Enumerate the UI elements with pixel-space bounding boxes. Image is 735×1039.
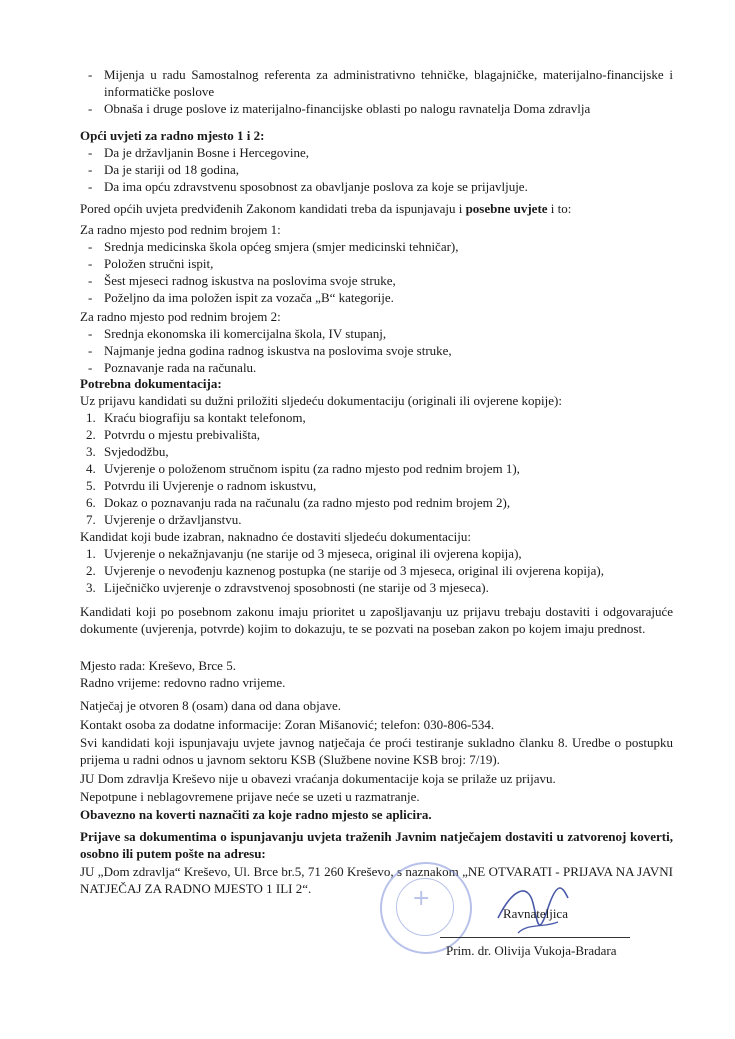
- section-heading: Opći uvjeti za radno mjesto 1 i 2:: [80, 128, 265, 143]
- general-conditions-section: [80, 127, 673, 195]
- list-item: - Da je stariji od 18 godina,: [80, 161, 673, 178]
- list-item: - Najmanje jedna godina radnog iskustva na poslovima svoje struke,: [80, 342, 673, 359]
- list-item: [80, 460, 673, 477]
- later-docs-intro: Kandidat koji bude izabran, naknadno će dostaviti sljedeću dokumentaciju:: [80, 529, 471, 544]
- item-number: 2.: [86, 427, 96, 442]
- list-item: [80, 494, 673, 511]
- signature-name: Prim. dr. Olivija Vukoja-Bradara: [446, 943, 617, 958]
- open-period: Natječaj je otvoren 8 (osam) dana od dana objave.: [80, 698, 341, 713]
- item-text: Uvjerenje o položenom stručnom ispitu (za radno mjesto pod rednim brojem 1),: [104, 461, 520, 476]
- item-text: Svjedodžbu,: [104, 444, 169, 459]
- text-span: i to:: [547, 201, 572, 216]
- text-span-bold: posebne uvjete: [465, 201, 548, 216]
- list-item: - Položen stručni ispit,: [80, 255, 673, 272]
- position-2-list: [80, 325, 673, 376]
- list-item: - Mijenja u radu Samostalnog referenta za administrativno tehničke, blagajničke, materijalno-financijske i informatičke poslove: [80, 66, 673, 100]
- item-number: 1.: [86, 410, 96, 425]
- cross-icon: +: [412, 886, 431, 911]
- submit-address: JU „Dom zdravlja“ Kreševo, Ul. Brce br.5, 71 260 Kreševo, s naznakom „NE OTVARATI - PRIJAVA NA JAVNI NATJEČAJ ZA RADNO MJESTO 1 ILI 2“.: [80, 864, 673, 896]
- documentation-list: [80, 409, 673, 528]
- work-time: Radno vrijeme: redovno radno vrijeme.: [80, 675, 286, 690]
- list-item: [80, 562, 673, 579]
- item-text: Dokaz o poznavanju rada na računalu (za radno mjesto pod rednim brojem 2),: [104, 495, 511, 510]
- section-heading: Potrebna dokumentacija:: [80, 376, 222, 391]
- list-item: - Poželjno da ima položen ispit za vozača „B“ kategorije.: [80, 289, 673, 306]
- section-heading: Za radno mjesto pod rednim brojem 2:: [80, 309, 281, 324]
- list-item: - Obnaša i druge poslove iz materijalno-financijske oblasti po nalogu ravnatelja Doma zdravlja: [80, 100, 673, 117]
- later-documentation-section: [80, 528, 673, 596]
- intro-task-list: [80, 66, 673, 117]
- special-conditions-intro: [80, 200, 673, 217]
- item-text: Uvjerenje o nevođenju kaznenog postupka (ne starije od 3 mjeseca, original ili ovjerena kopija),: [104, 563, 604, 578]
- list-item: [80, 409, 673, 426]
- later-docs-list: [80, 545, 673, 596]
- work-place: Mjesto rada: Kreševo, Brce 5.: [80, 658, 236, 673]
- contact-info: Kontakt osoba za dodatne informacije: Zoran Mišanović; telefon: 030-806-534.: [80, 717, 495, 732]
- list-item: [80, 426, 673, 443]
- list-item: [80, 477, 673, 494]
- no-return-note: JU Dom zdravlja Kreševo nije u obavezi vraćanja dokumentacije koja se prilaže uz prijavu.: [80, 771, 556, 786]
- item-text: Potvrdu ili Uvjerenje o radnom iskustvu,: [104, 478, 317, 493]
- list-item: [80, 443, 673, 460]
- item-number: 6.: [86, 495, 96, 510]
- item-number: 2.: [86, 563, 96, 578]
- priority-paragraph: Kandidati koji po posebnom zakonu imaju prioritet u zapošljavanju uz prijavu trebaju dostaviti i odgovarajuće dokumente (uvjerenja, potvrde) kojim to dokazuju, te se pozvati na poseban zakon po kojem imaju prednost.: [80, 604, 673, 636]
- item-text: Uvjerenje o državljanstvu.: [104, 512, 242, 527]
- item-text: Liječničko uvjerenje o zdravstvenoj sposobnosti (ne starije od 3 mjeseca).: [104, 580, 489, 595]
- testing-paragraph: Svi kandidati koji ispunjavaju uvjete javnog natječaja će proći testiranje sukladno članku 8. Uredbe o postupku prijema u radni odnos u javnom sektoru KSB (Službene novine KSB broj: 7/19).: [80, 735, 673, 767]
- documentation-intro: Uz prijavu kandidati su dužni priložiti sljedeću dokumentaciju (originali ili ovjerene kopije):: [80, 393, 562, 408]
- list-item: - Srednja ekonomska ili komercijalna škola, IV stupanj,: [80, 325, 673, 342]
- documentation-section: [80, 375, 673, 528]
- text-span: Pored općih uvjeta predviđenih Zakonom kandidati treba da ispunjavaju i: [80, 201, 466, 216]
- item-number: 3.: [86, 580, 96, 595]
- list-item: - Da je državljanin Bosne i Hercegovine,: [80, 144, 673, 161]
- list-item: - Poznavanje rada na računalu.: [80, 359, 673, 376]
- list-item: - Srednja medicinska škola općeg smjera (smjer medicinski tehničar),: [80, 238, 673, 255]
- signature-line: [440, 937, 630, 938]
- list-item: - Da ima opću zdravstvenu sposobnost za obavljanje poslova za koje se prijavljuje.: [80, 178, 673, 195]
- submit-heading: Prijave sa dokumentima o ispunjavanju uvjeta traženih Javnim natječajem dostaviti u zatvorenoj koverti, osobno ili putem pošte na adresu:: [80, 829, 673, 861]
- item-number: 3.: [86, 444, 96, 459]
- envelope-note: Obavezno na koverti naznačiti za koje radno mjesto se aplicira.: [80, 807, 432, 822]
- item-number: 1.: [86, 546, 96, 561]
- general-conditions-list: [80, 144, 673, 195]
- list-item: [80, 545, 673, 562]
- item-text: Kraću biografiju sa kontakt telefonom,: [104, 410, 306, 425]
- item-number: 7.: [86, 512, 96, 527]
- position-1-section: [80, 221, 673, 306]
- item-number: 5.: [86, 478, 96, 493]
- official-stamp: [380, 862, 472, 954]
- list-item: - Šest mjeseci radnog iskustva na poslovima svoje struke,: [80, 272, 673, 289]
- position-2-section: [80, 308, 673, 376]
- list-item: [80, 511, 673, 528]
- list-item: [80, 579, 673, 596]
- section-heading: Za radno mjesto pod rednim brojem 1:: [80, 222, 281, 237]
- item-number: 4.: [86, 461, 96, 476]
- signature-title: Ravnateljica: [503, 906, 568, 921]
- item-text: Uvjerenje o nekažnjavanju (ne starije od 3 mjeseca, original ili ovjerena kopija),: [104, 546, 522, 561]
- incomplete-note: Nepotpune i neblagovremene prijave neće se uzeti u razmatranje.: [80, 789, 420, 804]
- item-text: Potvrdu o mjestu prebivališta,: [104, 427, 260, 442]
- position-1-list: [80, 238, 673, 306]
